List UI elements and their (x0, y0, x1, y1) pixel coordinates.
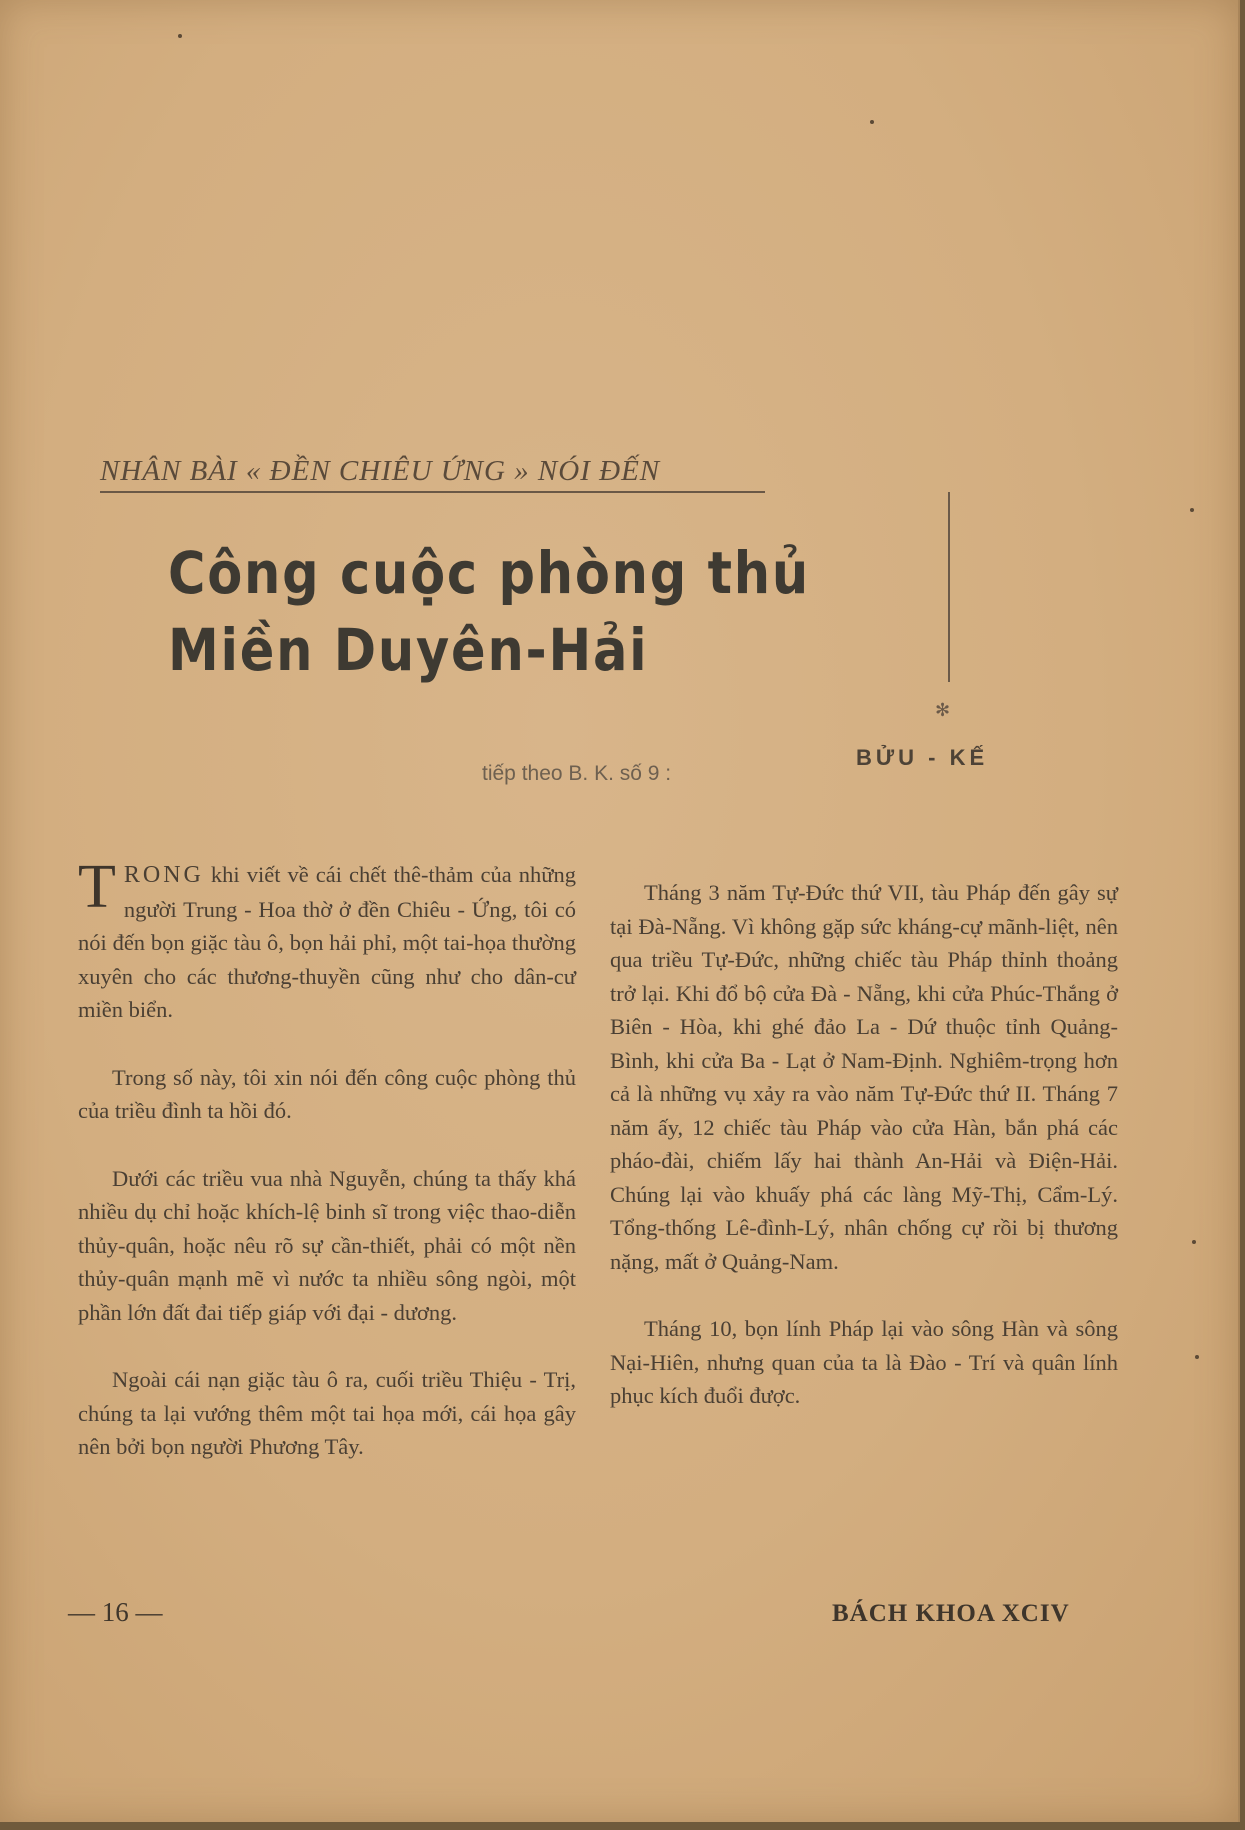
paragraph: Ngoài cái nạn giặc tàu ô ra, cuối triều Thiệu - Trị, chúng ta lại vướng thêm một tai họa mới, cái họa gây nên bởi bọn người Phương Tây. (78, 1367, 576, 1459)
left-column (78, 853, 576, 1498)
paragraph: Tháng 10, bọn lính Pháp lại vào sông Hàn và sông Nại-Hiên, nhưng quan của ta là Đào - Trí và quân lính phục kích đuổi được. (610, 1316, 1118, 1408)
paper-speck (1195, 1355, 1199, 1359)
author-byline: BỬU - KẾ (856, 745, 989, 770)
paper-speck (1192, 1240, 1196, 1244)
right-column (610, 876, 1118, 1447)
paragraph (78, 853, 576, 1027)
continued-from-note: tiếp theo B. K. số 9 : (482, 762, 672, 785)
ornament-icon: ✻ (935, 700, 951, 721)
page-number: — 16 — (68, 1597, 163, 1627)
paragraph: Dưới các triều vua nhà Nguyễn, chúng ta thấy khá nhiều dụ chỉ hoặc khích-lệ binh sĩ trong việc thao-diễn thủy-quân, hoặc nêu rõ sự cần-thiết, phải có một nền thủy-quân mạnh mẽ vì nước ta nhiều sông ngòi, một phần lớn đất đai tiếp giáp với đại - dương. (78, 1165, 576, 1325)
article-kicker: NHÂN BÀI « ĐỀN CHIÊU ỨNG » NÓI ĐẾN (100, 455, 765, 493)
paragraph: Trong số này, tôi xin nói đến công cuộc phòng thủ của triều đình ta hồi đó. (78, 1064, 576, 1123)
article-title-line-2: Miền Duyên-Hải (168, 616, 649, 684)
publication-footer: BÁCH KHOA XCIV (832, 1600, 1070, 1627)
paragraph-text: khi viết về cái chết thê-thảm của những người Trung - Hoa thờ ở đền Chiêu - Ứng, tôi có nói đến bọn giặc tàu ô, bọn hải phỉ, một tai-họa thường xuyên cho các thương-thuyền cũng như cho dân-cư miền biển. (78, 862, 576, 1022)
drop-cap: T (78, 853, 116, 921)
opening-word: RONG (123, 862, 204, 888)
title-divider-rule (948, 492, 950, 682)
article-title-line-1: Công cuộc phòng thủ (168, 539, 810, 607)
paper-speck (1190, 508, 1194, 512)
paper-speck (870, 120, 874, 124)
paragraph: Tháng 3 năm Tự-Đức thứ VII, tàu Pháp đến gây sự tại Đà-Nẵng. Vì không gặp sức kháng-cự mãnh-liệt, nên qua triều Tự-Đức, những chiếc tàu Pháp thỉnh thoảng trở lại. Khi đổ bộ cửa Đà - Nẵng, khi cửa Phúc-Thắng ở Biên - Hòa, khi ghé đảo La - Dứ thuộc tỉnh Quảng-Bình, khi cửa Ba - Lạt ở Nam-Định. Nghiêm-trọng hơn cả là những vụ xảy ra vào năm Tự-Đức thứ II. Tháng 7 năm ấy, 12 chiếc tàu Pháp vào cửa Hàn, bắn phá các pháo-đài, chiếm lấy hai thành An-Hải và Điện-Hải. Chúng lại vào khuấy phá các làng Mỹ-Thị, Cẩm-Lý. Tổng-thống Lê-đình-Lý, nhân chống cự rồi bị thương nặng, mất ở Quảng-Nam. (610, 880, 1118, 1274)
article-title (168, 535, 810, 689)
paper-speck (178, 34, 182, 38)
